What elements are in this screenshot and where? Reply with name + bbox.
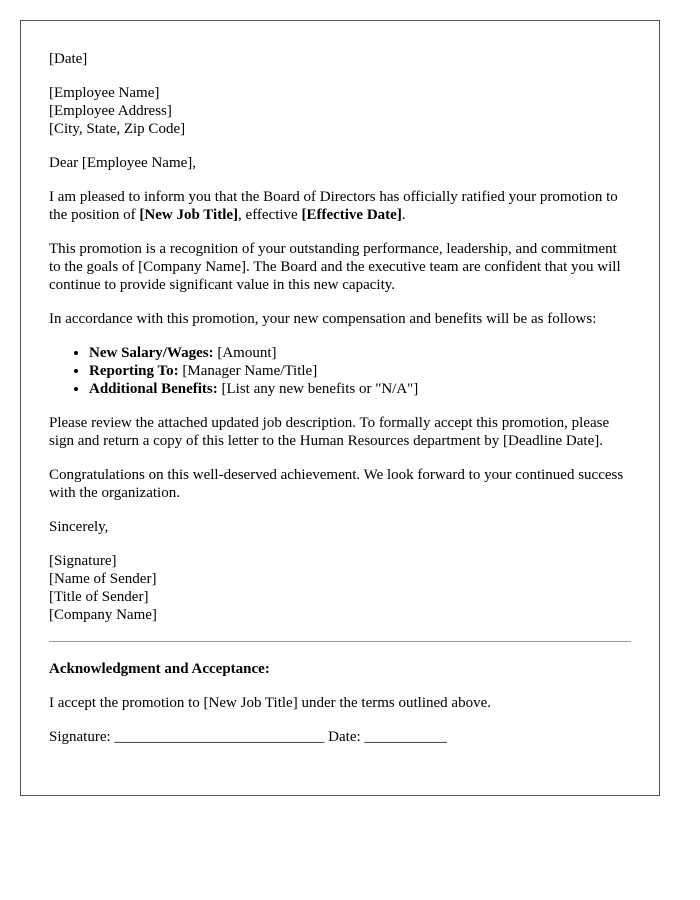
- benefit-value: [Amount]: [213, 345, 277, 361]
- sender-name: [Name of Sender]: [49, 571, 157, 587]
- acknowledgment-heading: Acknowledgment and Acceptance:: [49, 661, 270, 677]
- sender-company: [Company Name]: [49, 607, 157, 623]
- paragraph-compensation-intro: In accordance with this promotion, your new compensation and benefits will be as follows:: [49, 311, 597, 327]
- new-job-title: [New Job Title]: [139, 207, 239, 223]
- promotion-letter: [20, 20, 660, 796]
- list-item: [89, 344, 631, 362]
- recipient-name: [Employee Name]: [49, 85, 160, 101]
- benefit-value: [List any new benefits or "N/A"]: [217, 381, 419, 397]
- signature-date-line: Signature: ____________________________ Date: ___________: [49, 729, 447, 745]
- benefits-list: [49, 344, 631, 398]
- sender-signature: [Signature]: [49, 553, 117, 569]
- recipient-city-state-zip: [City, State, Zip Code]: [49, 121, 186, 137]
- sender-title: [Title of Sender]: [49, 589, 149, 605]
- recipient-address: [Employee Address]: [49, 103, 172, 119]
- section-divider: [49, 641, 631, 642]
- paragraph-text: I am pleased to inform you that the Board of Directors has officially ratified your promotion to the position of: [49, 189, 618, 223]
- list-item: [89, 362, 631, 380]
- benefit-label: Additional Benefits:: [89, 381, 218, 397]
- paragraph-recognition: This promotion is a recognition of your outstanding performance, leadership, and commitment to the goals of [Company Name]. The Board and the executive team are confident that you will continue to provide significant value in this new capacity.: [49, 241, 621, 293]
- date-text: [Date]: [49, 51, 88, 67]
- sender-block: [49, 552, 631, 624]
- list-item: [89, 380, 631, 398]
- effective-date: [Effective Date]: [301, 207, 402, 223]
- closing: Sincerely,: [49, 519, 109, 535]
- letter-date: [49, 50, 631, 68]
- recipient-address-block: [49, 84, 631, 138]
- paragraph-text: , effective: [238, 207, 302, 223]
- paragraph-promotion-notice: [49, 188, 631, 224]
- benefit-label: Reporting To:: [89, 363, 179, 379]
- paragraph-acceptance-instructions: Please review the attached updated job description. To formally accept this promotion, please sign and return a copy of this letter to the Human Resources department by [Deadline Date].: [49, 415, 610, 449]
- benefit-value: [Manager Name/Title]: [178, 363, 318, 379]
- acknowledgment-statement: I accept the promotion to [New Job Title] under the terms outlined above.: [49, 695, 491, 711]
- salutation: Dear [Employee Name],: [49, 155, 197, 171]
- paragraph-congratulations: Congratulations on this well-deserved achievement. We look forward to your continued success with the organization.: [49, 467, 624, 501]
- paragraph-text: .: [401, 207, 406, 223]
- benefit-label: New Salary/Wages:: [89, 345, 214, 361]
